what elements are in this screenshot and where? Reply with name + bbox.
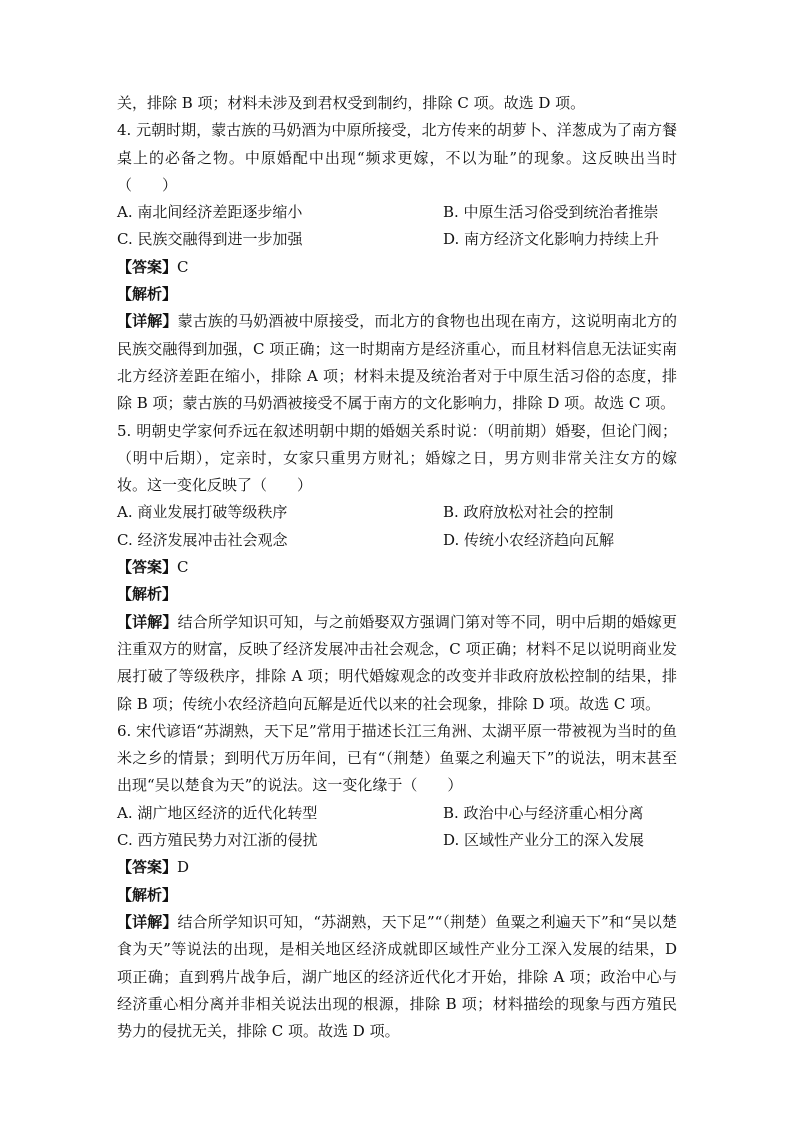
option-a: A. 商业发展打破等级秩序: [117, 503, 288, 522]
detail-paragraph: [117, 308, 677, 417]
detail-text: 结合所学知识可知，与之前婚娶双方强调门第对等不同，明中后期的婚嫁更注重双方的财富，反映了经济发展冲击社会观念，C 项正确；材料不足以说明商业发展打破了等级秩序，排除 A 项；明代婚嫁观念的改变并非政府放松控制的结果，排除 B 项；传统小农经济趋向瓦解是近代以来的社会现象，排除 D 项。故选 C 项。: [117, 612, 677, 713]
option-list: [117, 199, 677, 254]
analysis-line: [117, 581, 677, 608]
document-page: [117, 90, 677, 1045]
detail-tag: 【详解】: [117, 612, 178, 631]
detail-paragraph: [117, 609, 677, 718]
question-stem: 4. 元朝时期，蒙古族的马奶酒为中原所接受，北方传来的胡萝卜、洋葱成为了南方餐桌上的必备之物。中原婚配中出现“频求更嫁，不以为耻”的现象。这反映出当时（ ）: [117, 121, 677, 194]
option-c: C. 经济发展冲击社会观念: [117, 530, 288, 549]
analysis-tag: 【解析】: [117, 285, 178, 304]
option-d: D. 区域性产业分工的深入发展: [443, 831, 645, 850]
option-c: C. 民族交融得到进一步加强: [117, 230, 303, 249]
option-a: A. 南北间经济差距逐步缩小: [117, 203, 303, 222]
detail-text: 蒙古族的马奶酒被中原接受，而北方的食物也出现在南方，这说明南北方的民族交融得到加强，C 项正确；这一时期南方是经济重心，而且材料信息无法证实南北方经济差距在缩小，排除 A 项；材料未提及统治者对于中原生活习俗的态度，排除 B 项；蒙古族的马奶酒被接受不属于南方的文化影响力，排除 D 项。故选 C 项。: [117, 312, 677, 413]
answer-value: D: [177, 858, 190, 877]
previous-answer-tail: 关，排除 B 项；材料未涉及到君权受到制约，排除 C 项。故选 D 项。: [117, 94, 586, 112]
option-a: A. 湖广地区经济的近代化转型: [117, 803, 318, 822]
answer-line: [117, 554, 677, 581]
question-stem: 5. 明朝史学家何乔远在叙述明朝中期的婚姻关系时说：（明前期）婚娶，但论门阀；（明中后期），定亲时，女家只重男方财礼；婚嫁之日，男方则非常关注女方的嫁妆。这一变化反映了（ ）: [117, 421, 677, 495]
analysis-line: [117, 281, 677, 308]
option-b: B. 中原生活习俗受到统治者推崇: [443, 203, 659, 222]
detail-paragraph: [117, 909, 677, 1045]
question-5: [117, 418, 677, 718]
analysis-tag: 【解析】: [117, 885, 178, 904]
question-4: [117, 117, 677, 417]
answer-tag: 【答案】: [117, 257, 178, 276]
option-c: C. 西方殖民势力对江浙的侵扰: [117, 831, 318, 850]
answer-tag: 【答案】: [117, 558, 178, 577]
answer-value: C: [177, 257, 189, 276]
option-b: B. 政府放松对社会的控制: [443, 503, 614, 522]
option-b: B. 政治中心与经济重心相分离: [443, 803, 644, 822]
question-stem: 6. 宋代谚语“苏湖熟，天下足”常用于描述长江三角洲、太湖平原一带被视为当时的鱼米之乡的情景；到明代万历年间，已有“（荆楚）鱼粟之利遍天下”的说法，明末甚至出现“吴以楚食为天”的说法。这一变化缘于（ ）: [117, 721, 677, 795]
option-list: [117, 499, 677, 554]
answer-value: C: [177, 558, 189, 577]
detail-tag: 【详解】: [117, 912, 178, 931]
analysis-line: [117, 882, 677, 909]
answer-line: [117, 854, 677, 881]
detail-tag: 【详解】: [117, 312, 178, 331]
answer-line: [117, 254, 677, 281]
option-d: D. 传统小农经济趋向瓦解: [443, 530, 615, 549]
detail-text: 结合所学知识可知，“苏湖熟，天下足”“（荆楚）鱼粟之利遍天下”和“吴以楚食为天”等说法的出现，是相关地区经济成就即区域性产业分工深入发展的结果，D 项正确；直到鸦片战争后，湖广地区的经济近代化才开始，排除 A 项；政治中心与经济重心相分离并非相关说法出现的根源，排除 B 项；材料描绘的现象与西方殖民势力的侵扰无关，排除 C 项。故选 D 项。: [117, 912, 677, 1041]
answer-tag: 【答案】: [117, 858, 178, 877]
analysis-tag: 【解析】: [117, 585, 178, 604]
option-list: [117, 800, 677, 855]
option-d: D. 南方经济文化影响力持续上升: [443, 230, 660, 249]
question-6: [117, 718, 677, 1046]
